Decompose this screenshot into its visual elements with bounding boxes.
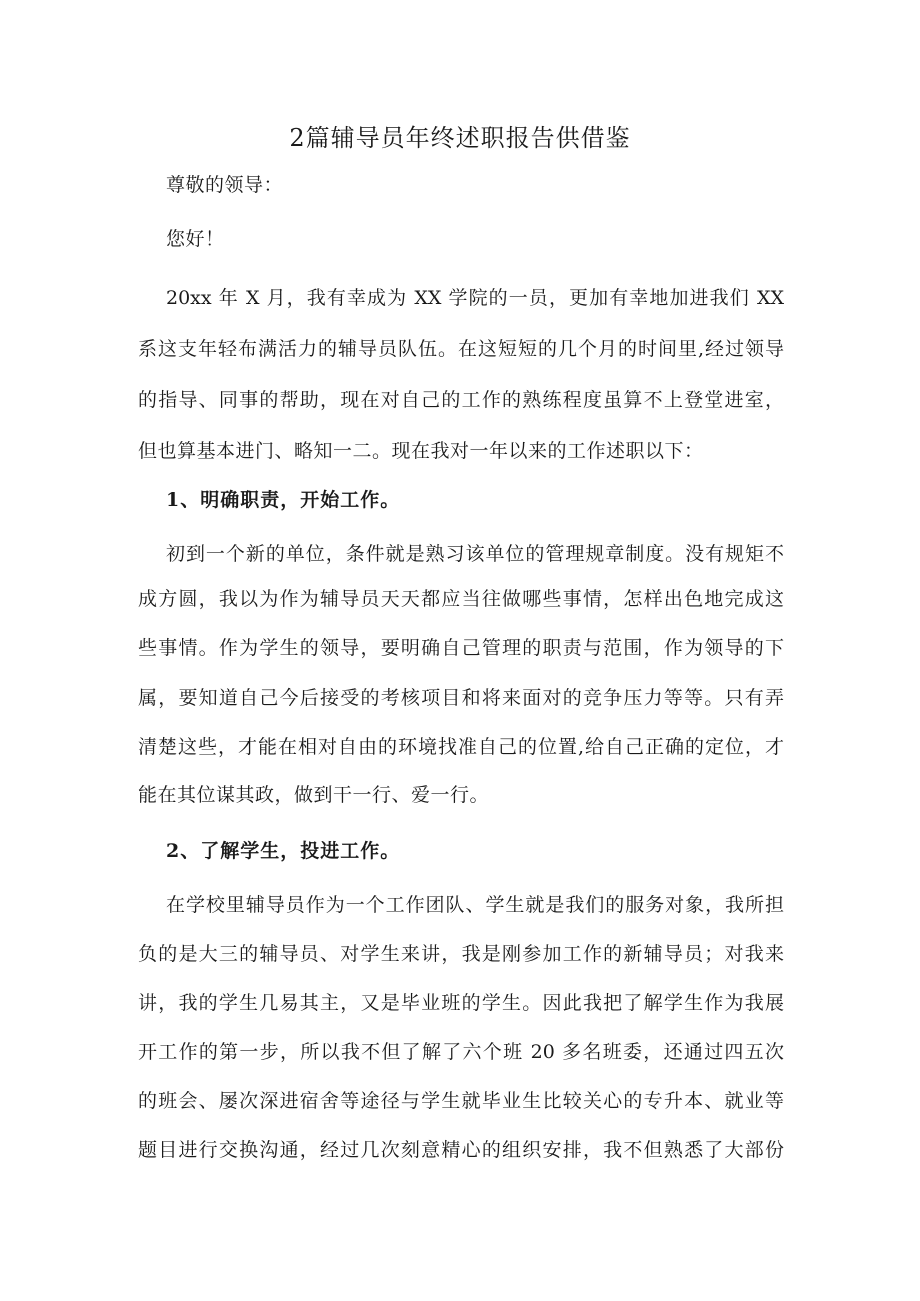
paragraph-1-line: 的指导、同事的帮助，现在对自己的工作的熟练程度虽算不上登堂进室， — [138, 389, 784, 411]
paragraph-3-line: 题目进行交换沟通，经过几次刻意精心的组织安排，我不但熟悉了大部份 — [138, 1139, 784, 1161]
paragraph-1-line: 系这支年轻布满活力的辅导员队伍。在这短短的几个月的时间里,经过领导 — [138, 338, 784, 360]
paragraph-2-line: 能在其位谋其政，做到干一行、爱一行。 — [138, 784, 490, 806]
section-heading-2: 2、了解学生，投进工作。 — [166, 840, 401, 862]
paragraph-2-line: 成方圆，我以为作为辅导员天天都应当往做哪些事情，怎样出色地完成这 — [138, 588, 784, 610]
paragraph-1-line: 20xx 年 X 月，我有幸成为 XX 学院的一员，更加有幸地加进我们 XX — [166, 287, 784, 309]
paragraph-3-line: 讲，我的学生几易其主，又是毕业班的学生。因此我把了解学生作为我展 — [138, 992, 784, 1014]
paragraph-2-line: 属，要知道自己今后接受的考核项目和将来面对的竞争压力等等。只有弄 — [138, 687, 784, 709]
paragraph-2-line: 些事情。作为学生的领导，要明确自己管理的职责与范围，作为领导的下 — [138, 637, 784, 659]
paragraph-3-line: 在学校里辅导员作为一个工作团队、学生就是我们的服务对象，我所担 — [166, 894, 784, 916]
paragraph-2-line: 初到一个新的单位，条件就是熟习该单位的管理规章制度。没有规矩不 — [166, 543, 784, 565]
section-heading-1: 1、明确职责，开始工作。 — [166, 489, 401, 511]
paragraph-2-line: 清楚这些，才能在相对自由的环境找准自己的位置,给自己正确的定位，才 — [138, 736, 784, 758]
greeting: 您好！ — [166, 228, 225, 250]
paragraph-1-line: 但也算基本进门、略知一二。现在我对一年以来的工作述职以下： — [138, 440, 704, 462]
salutation: 尊敬的领导： — [166, 174, 284, 196]
paragraph-3-line: 开工作的第一步，所以我不但了解了六个班 20 多名班委，还通过四五次 — [138, 1041, 784, 1063]
paragraph-3-line: 负的是大三的辅导员、对学生来讲，我是刚参加工作的新辅导员；对我来 — [138, 943, 784, 965]
paragraph-3-line: 的班会、屡次深进宿舍等途径与学生就毕业生比较关心的专升本、就业等 — [138, 1090, 784, 1112]
document-title: 2篇辅导员年终述职报告供借鉴 — [289, 124, 631, 152]
